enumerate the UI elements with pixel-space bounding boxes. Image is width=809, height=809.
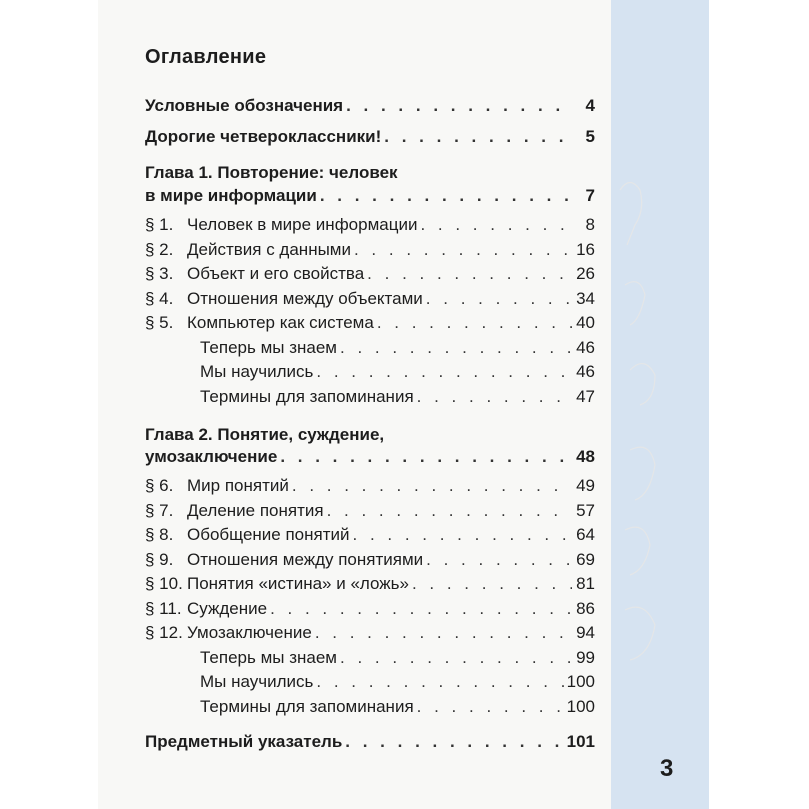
leader-dots	[315, 623, 572, 643]
entry-text	[145, 313, 374, 333]
entry-page: 34	[576, 288, 595, 308]
entry-text	[145, 240, 351, 260]
sidebar-band	[611, 0, 709, 809]
entry-page: 8	[585, 215, 595, 234]
entry-label: Объект и его свойства	[187, 264, 365, 283]
toc-title: Оглавление	[145, 46, 267, 68]
entry-page: 46	[576, 362, 595, 381]
entry-label: Отношения между объектами	[187, 288, 423, 308]
section-number: § 2.	[145, 239, 174, 259]
entry-label: Обобщение понятий	[187, 525, 350, 544]
section-number: § 12.	[145, 623, 183, 642]
entry-text	[200, 387, 414, 407]
entry-text	[200, 648, 337, 668]
leader-dots	[426, 289, 572, 309]
entry-label: Мир понятий	[187, 476, 289, 495]
entry-label: Теперь мы знаем	[200, 337, 337, 357]
entry-text	[145, 501, 324, 521]
entry-page: 86	[576, 598, 595, 618]
entry-label: Теперь мы знаем	[200, 647, 337, 667]
entry-label: в мире информации	[145, 186, 317, 205]
entry-text	[145, 186, 317, 206]
entry-text	[145, 215, 417, 235]
summary-entry[interactable]	[145, 387, 595, 407]
entry-label: Умозаключение	[187, 623, 312, 642]
entry-label: Термины для запоминания	[200, 696, 414, 716]
section-number: § 3.	[145, 264, 174, 283]
entry-page: 69	[576, 549, 595, 569]
summary-entry[interactable]	[145, 697, 595, 717]
summary-entry[interactable]	[145, 362, 595, 382]
section-entry[interactable]	[145, 599, 595, 619]
leader-dots	[280, 447, 572, 467]
section-number: § 1.	[145, 215, 174, 234]
leader-dots	[384, 127, 572, 147]
entry-text	[200, 672, 313, 692]
section-number: § 5.	[145, 313, 174, 332]
entry-text	[200, 362, 313, 382]
entry-text	[145, 96, 343, 116]
chapter-entry[interactable]	[145, 186, 595, 206]
entry-page: 48	[576, 447, 595, 466]
section-number: § 11.	[145, 598, 182, 618]
summary-entry[interactable]	[145, 338, 595, 358]
section-entry[interactable]	[145, 550, 595, 570]
entry-label: Деление понятия	[187, 500, 324, 520]
entry-label: Предметный указатель	[145, 732, 343, 751]
entry-label: Действия с данными	[187, 239, 351, 259]
entry-page: 64	[576, 525, 595, 544]
section-entry[interactable]	[145, 313, 595, 333]
leader-dots	[420, 215, 572, 235]
leader-dots	[345, 732, 563, 752]
leader-dots	[346, 96, 572, 116]
entry-page: 16	[576, 239, 595, 259]
entry-text	[145, 599, 267, 619]
leader-dots	[354, 240, 572, 260]
section-entry[interactable]	[145, 476, 595, 496]
entry-page: 40	[576, 313, 595, 332]
leader-dots	[353, 525, 573, 545]
entry-label: умозаключение	[145, 447, 278, 466]
chapter-title[interactable]: Глава 1. Повторение: человек	[145, 163, 398, 182]
entry-page: 47	[576, 386, 595, 406]
leader-dots	[316, 672, 563, 692]
leader-dots	[426, 550, 572, 570]
entry-label: Термины для запоминания	[200, 386, 414, 406]
section-entry[interactable]	[145, 525, 595, 545]
section-number: § 7.	[145, 500, 174, 520]
entry-page: 99	[576, 647, 595, 667]
leader-dots	[417, 387, 572, 407]
entry-page: 7	[585, 186, 595, 205]
toc-entry[interactable]	[145, 96, 595, 116]
entry-text	[145, 525, 350, 545]
entry-page: 81	[576, 574, 595, 593]
entry-page: 100	[566, 672, 595, 691]
leader-dots	[340, 338, 572, 358]
section-entry[interactable]	[145, 574, 595, 594]
entry-page: 49	[576, 476, 595, 495]
section-number: § 9.	[145, 549, 174, 569]
leader-dots	[292, 476, 572, 496]
leader-dots	[377, 313, 572, 333]
section-entry[interactable]	[145, 264, 595, 284]
summary-entry[interactable]	[145, 672, 595, 692]
leader-dots	[367, 264, 572, 284]
section-entry[interactable]	[145, 215, 595, 235]
entry-page: 26	[576, 264, 595, 283]
entry-text	[145, 732, 342, 752]
entry-label: Мы научились	[200, 362, 314, 381]
entry-text	[200, 338, 337, 358]
chapter-entry[interactable]	[145, 447, 595, 467]
entry-text	[145, 623, 312, 643]
entry-page: 57	[576, 500, 595, 520]
chapter-title[interactable]: Глава 2. Понятие, суждение,	[145, 425, 385, 444]
entry-label: Условные обозначения	[145, 96, 344, 115]
entry-text	[145, 550, 423, 570]
leader-dots	[327, 501, 572, 521]
leader-dots	[340, 648, 572, 668]
section-entry[interactable]	[145, 623, 595, 643]
section-number: § 10.	[145, 574, 183, 593]
entry-label: Человек в мире информации	[187, 215, 418, 234]
section-entry[interactable]	[145, 289, 595, 309]
entry-text	[145, 289, 423, 309]
section-number: § 8.	[145, 525, 174, 544]
leader-dots	[270, 599, 572, 619]
entry-label: Дорогие четвероклассники!	[145, 127, 382, 146]
leader-dots	[320, 186, 572, 206]
entry-text	[145, 574, 409, 594]
entry-label: Отношения между понятиями	[187, 549, 424, 569]
page-number: 3	[660, 755, 674, 782]
entry-page: 94	[576, 623, 595, 642]
index-entry[interactable]	[145, 732, 595, 752]
leader-dots	[412, 574, 572, 594]
entry-text	[145, 264, 364, 284]
entry-page: 5	[585, 127, 595, 146]
entry-page: 4	[585, 96, 595, 115]
entry-label: Суждение	[187, 598, 268, 618]
section-entry[interactable]	[145, 501, 595, 521]
entry-label: Понятия «истина» и «ложь»	[187, 574, 409, 593]
toc-entry[interactable]	[145, 127, 595, 147]
entry-text	[145, 127, 381, 147]
entry-page: 46	[576, 337, 595, 357]
leader-dots	[417, 697, 564, 717]
entry-page: 101	[566, 732, 595, 751]
entry-label: Компьютер как система	[187, 313, 374, 332]
section-number: § 4.	[145, 288, 174, 308]
summary-entry[interactable]	[145, 648, 595, 668]
leader-dots	[316, 362, 572, 382]
entry-text	[145, 476, 289, 496]
section-number: § 6.	[145, 476, 174, 495]
section-entry[interactable]	[145, 240, 595, 260]
entry-page: 100	[566, 696, 595, 716]
entry-label: Мы научились	[200, 672, 314, 691]
entry-text	[145, 447, 277, 467]
entry-text	[200, 697, 414, 717]
